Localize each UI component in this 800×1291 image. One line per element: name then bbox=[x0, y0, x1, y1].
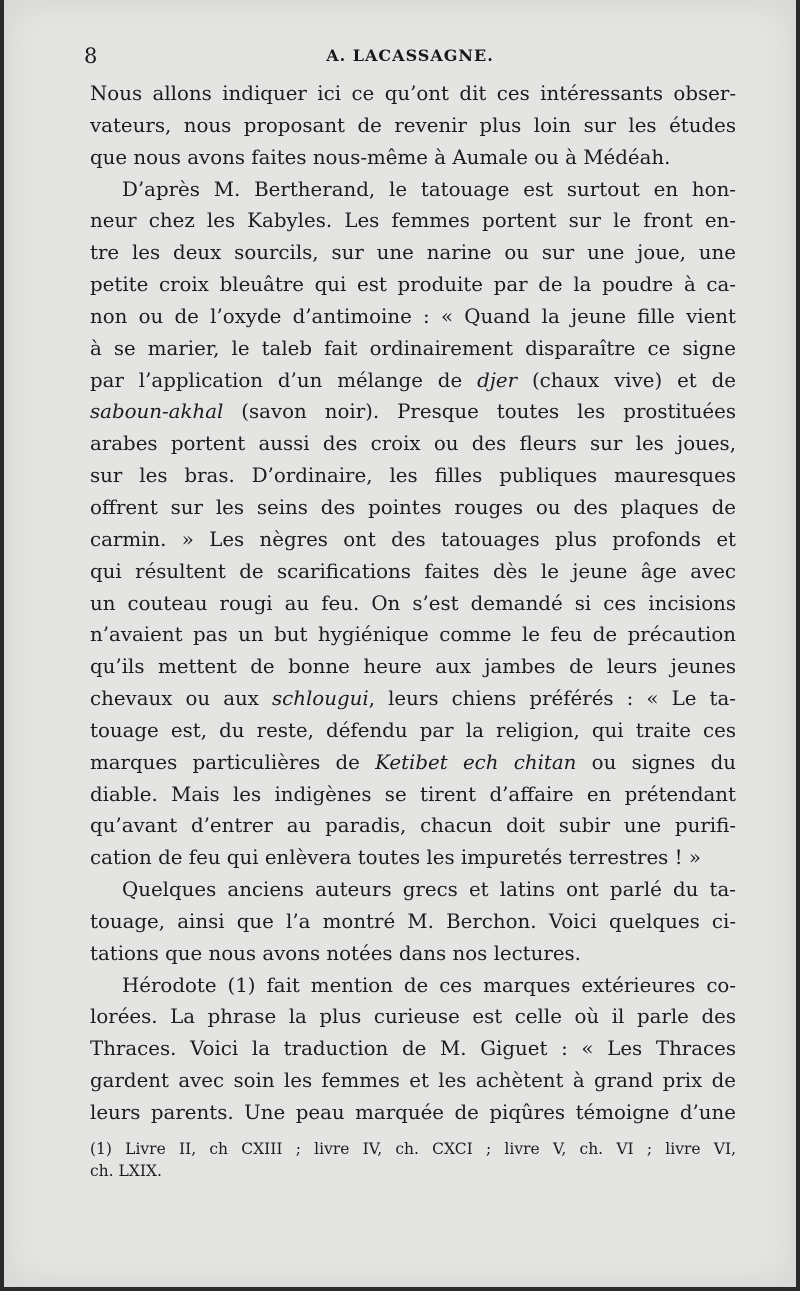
text-line bbox=[90, 715, 736, 747]
text-segment: Hérodote (1) fait mention de ces marques extérieures co- bbox=[122, 973, 736, 997]
text-segment: marques particulières de bbox=[90, 750, 376, 774]
text-line bbox=[90, 460, 736, 492]
text-segment: tations que nous avons notées dans nos lectures. bbox=[90, 941, 581, 965]
running-head: A. LACASSAGNE. bbox=[326, 46, 494, 65]
text-line bbox=[90, 651, 736, 683]
footnote-line: ch. LXIX. bbox=[90, 1162, 162, 1180]
text-line bbox=[90, 396, 736, 428]
text-segment: neur chez les Kabyles. Les femmes portent sur le front en- bbox=[90, 209, 736, 233]
text-segment: touage est, du reste, défendu par la religion, qui traite ces bbox=[90, 718, 736, 742]
footnote-line: (1) Livre II, ch CXIII ; livre IV, ch. CXCI ; livre V, ch. VI ; livre VI, bbox=[90, 1140, 736, 1158]
italic-term: saboun-akhal bbox=[90, 400, 224, 424]
text-line bbox=[90, 842, 736, 874]
text-line bbox=[90, 78, 736, 110]
text-segment: carmin. » Les nègres ont des tatouages plus profonds et bbox=[90, 527, 736, 551]
book-page bbox=[4, 0, 796, 1287]
body-text bbox=[90, 78, 736, 1129]
italic-term: Ketibet ech chitan bbox=[375, 750, 577, 774]
text-line bbox=[90, 237, 736, 269]
page-header bbox=[84, 44, 736, 74]
text-line bbox=[90, 938, 736, 970]
text-segment: tre les deux sourcils, sur une narine ou sur une joue, une bbox=[90, 241, 736, 265]
text-line bbox=[90, 747, 736, 779]
text-segment: qu’ils mettent de bonne heure aux jambes de leurs jeunes bbox=[90, 655, 736, 679]
text-segment: Thraces. Voici la traduction de M. Giguet : « Les Thraces bbox=[90, 1037, 736, 1061]
text-segment: à se marier, le taleb fait ordinairement disparaître ce signe bbox=[90, 336, 736, 360]
text-line bbox=[90, 365, 736, 397]
text-segment: qu’avant d’entrer au paradis, chacun doit subir une purifi- bbox=[90, 814, 736, 838]
text-line bbox=[90, 142, 736, 174]
italic-term: schlougui bbox=[272, 687, 369, 711]
text-segment: offrent sur les seins des pointes rouges ou des plaques de bbox=[90, 495, 736, 519]
text-line bbox=[90, 1097, 736, 1129]
text-line bbox=[90, 269, 736, 301]
text-line bbox=[90, 301, 736, 333]
text-segment: un couteau rougi au feu. On s’est demandé si ces incisions bbox=[90, 591, 736, 615]
text-segment: touage, ainsi que l’a montré M. Berchon. Voici quelques ci- bbox=[90, 909, 736, 933]
text-line bbox=[90, 906, 736, 938]
text-segment: non ou de l’oxyde d’antimoine : « Quand la jeune fille vient bbox=[90, 304, 736, 328]
text-segment: (savon noir). Presque toutes les prostituées bbox=[223, 400, 736, 424]
text-line bbox=[90, 970, 736, 1002]
text-line bbox=[90, 1033, 736, 1065]
text-segment: sur les bras. D’ordinaire, les filles publiques mauresques bbox=[90, 464, 736, 488]
text-line bbox=[90, 683, 736, 715]
text-segment: vateurs, nous proposant de revenir plus loin sur les études bbox=[90, 113, 736, 137]
text-line bbox=[90, 779, 736, 811]
text-segment: Quelques anciens auteurs grecs et latins ont parlé du ta- bbox=[122, 878, 736, 902]
text-line bbox=[90, 556, 736, 588]
text-segment: par l’application d’un mélange de bbox=[90, 368, 478, 392]
text-segment: n’avaient pas un but hygiénique comme le feu de précaution bbox=[90, 623, 736, 647]
text-segment: petite croix bleuâtre qui est produite par de la poudre à ca- bbox=[90, 273, 736, 297]
text-line bbox=[90, 174, 736, 206]
text-line bbox=[90, 333, 736, 365]
page-number: 8 bbox=[84, 44, 98, 68]
text-segment: , leurs chiens préférés : « Le ta- bbox=[368, 687, 736, 711]
footnotes bbox=[90, 1138, 736, 1182]
text-segment: (chaux vive) et de bbox=[517, 368, 736, 392]
text-segment: D’après M. Bertherand, le tatouage est surtout en hon- bbox=[122, 177, 736, 201]
text-segment: chevaux ou aux bbox=[90, 687, 273, 711]
text-line bbox=[90, 874, 736, 906]
text-line bbox=[90, 1001, 736, 1033]
text-line bbox=[90, 110, 736, 142]
text-segment: Nous allons indiquer ici ce qu’ont dit ces intéressants obser- bbox=[90, 82, 736, 105]
text-line bbox=[90, 810, 736, 842]
text-line bbox=[90, 205, 736, 237]
text-line bbox=[90, 619, 736, 651]
text-segment: lorées. La phrase la plus curieuse est celle où il parle des bbox=[90, 1005, 736, 1029]
text-line bbox=[90, 492, 736, 524]
text-segment: qui résultent de scarifications faites dès le jeune âge avec bbox=[90, 559, 736, 583]
text-segment: leurs parents. Une peau marquée de piqûres témoigne d’une bbox=[90, 1101, 736, 1124]
text-segment: ou signes du bbox=[576, 750, 736, 774]
text-line bbox=[90, 524, 736, 556]
text-segment: arabes portent aussi des croix ou des fleurs sur les joues, bbox=[90, 432, 736, 456]
text-line bbox=[90, 588, 736, 620]
text-segment: cation de feu qui enlèvera toutes les impuretés terrestres ! » bbox=[90, 846, 701, 870]
text-line bbox=[90, 1065, 736, 1097]
text-segment: que nous avons faites nous-même à Aumale ou à Médéah. bbox=[90, 145, 671, 169]
text-segment: gardent avec soin les femmes et les achètent à grand prix de bbox=[90, 1069, 736, 1093]
italic-term: djer bbox=[477, 368, 518, 392]
text-segment: diable. Mais les indigènes se tirent d’affaire en prétendant bbox=[90, 782, 736, 806]
text-line bbox=[90, 428, 736, 460]
